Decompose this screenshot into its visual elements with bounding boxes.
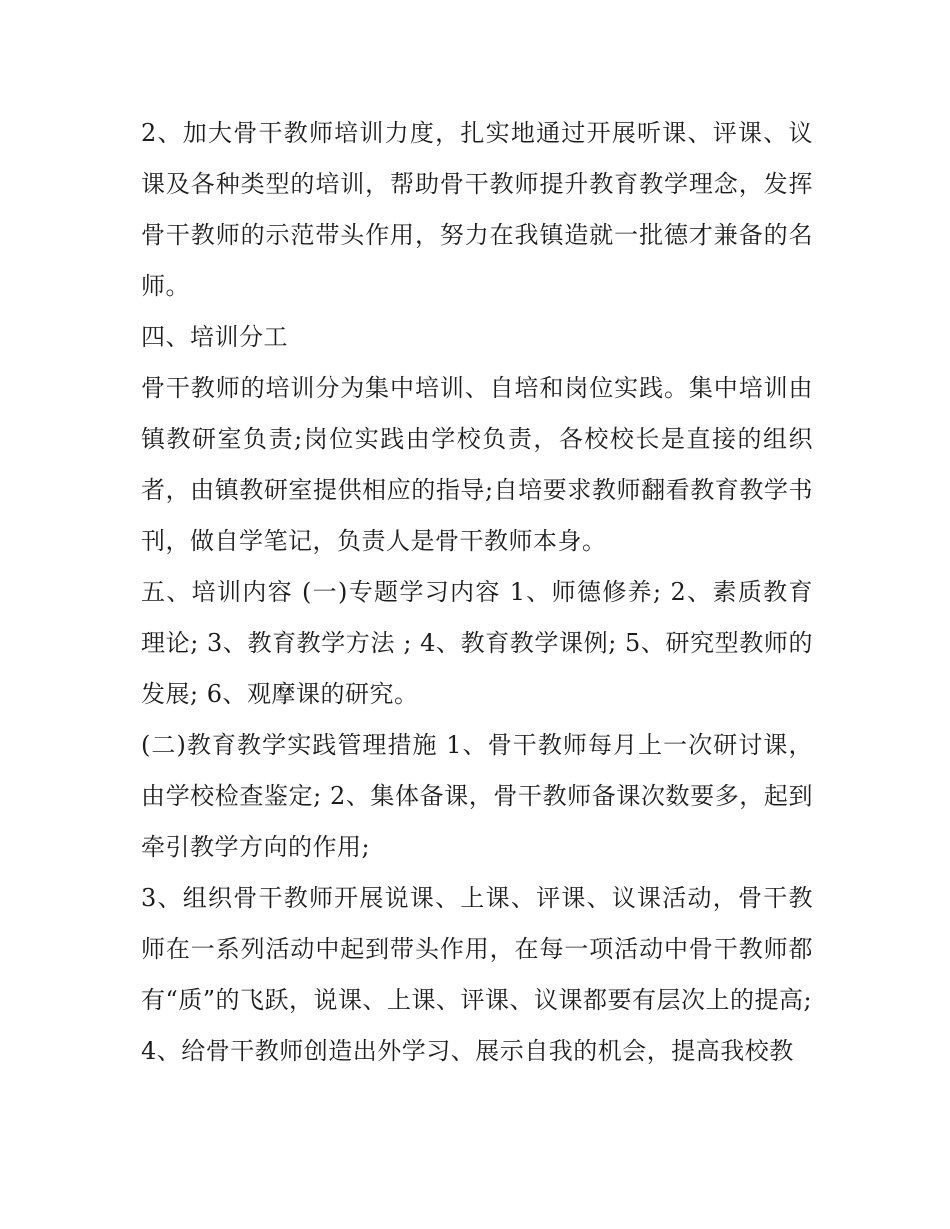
paragraph-training-division: 骨干教师的培训分为集中培训、自培和岗位实践。集中培训由镇教研室负责;岗位实践由学校负责，各校校长是直接的组织者，由镇教研室提供相应的指导;自培要求教师翻看教育教学书刊，做自学笔记，负责人是骨干教师本身。 [141, 374, 813, 555]
document-body [141, 108, 813, 1077]
paragraph-practice-measures: (二)教育教学实践管理措施 1、骨干教师每月上一次研讨课，由学校检查鉴定; 2、集体备课，骨干教师备课次数要多，起到牵引教学方向的作用; [141, 731, 813, 861]
paragraph-lesson-activities: 3、组织骨干教师开展说课、上课、评课、议课活动，骨干教师在一系列活动中起到带头作用，在每一项活动中骨干教师都有“质”的飞跃，说课、上课、评课、议课都要有层次上的提高; [141, 884, 813, 1014]
paragraph-training-content: 五、培训内容 (一)专题学习内容 1、师德修养; 2、素质教育理论; 3、教育教学方法 ; 4、教育教学课例; 5、研究型教师的发展; 6、观摩课的研究。 [141, 578, 813, 708]
heading-training-division: 四、培训分工 [141, 323, 288, 351]
paragraph-training-strength: 2、加大骨干教师培训力度，扎实地通过开展听课、评课、议课及各种类型的培训，帮助骨干教师提升教育教学理念，发挥骨干教师的示范带头作用，努力在我镇造就一批德才兼备的名师。 [141, 119, 813, 300]
paragraph-external-learning: 4、给骨干教师创造出外学习、展示自我的机会，提高我校教 [141, 1037, 794, 1065]
